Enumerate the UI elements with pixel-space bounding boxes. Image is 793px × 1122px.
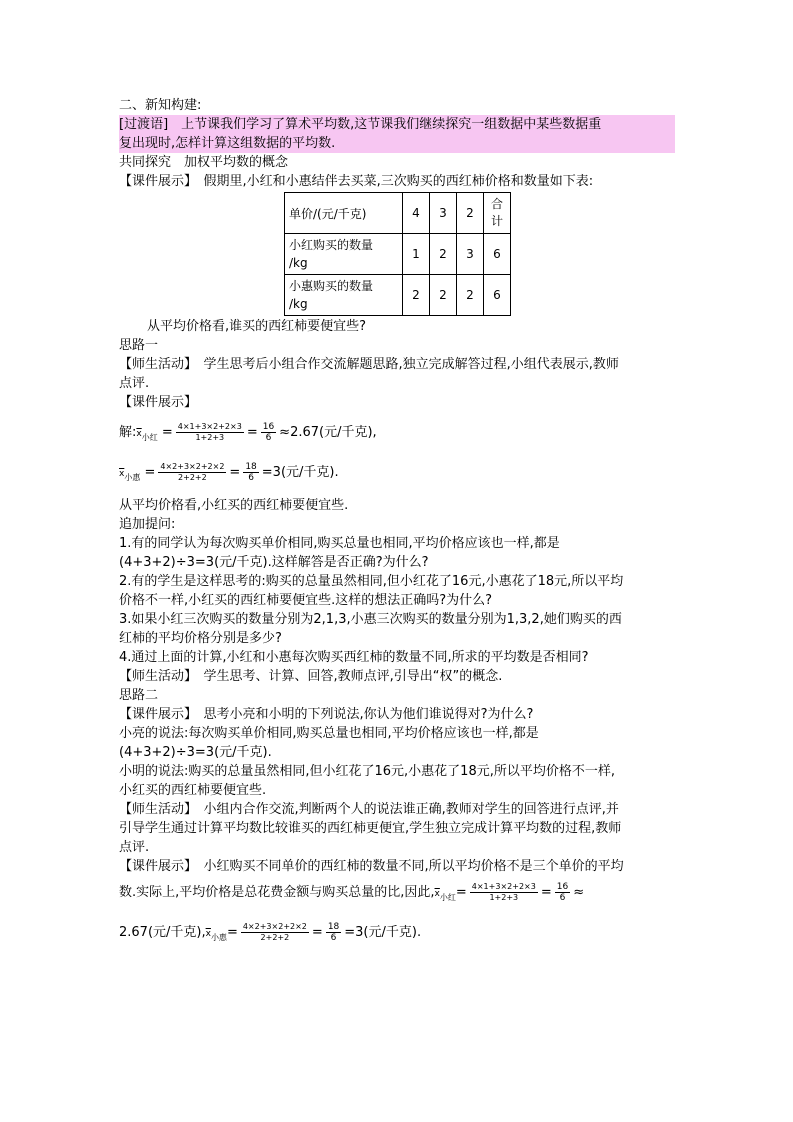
fraction-denominator: 6 [330,933,337,943]
activity-1-line-1: 【师生活动】 学生思考后小组合作交流解题思路,独立完成解答过程,小组代表展示,教师 [119,357,619,372]
table-cell: 2 [403,275,430,316]
activity-3-line-2: 引导学生通过计算平均数比较谁买的西红柿更便宜,学生独立完成计算平均数的过程,教师 [119,821,622,836]
approx-sign: ≈ [573,885,585,900]
table-cell: 4 [403,193,430,234]
result-2: =3(元/千克). [261,465,339,480]
transition-block [119,115,675,153]
fraction-denominator: 6 [248,473,254,483]
q1-line-2: (4+3+2)÷3=3(元/千克).这样解答是否正确?为什么? [119,555,429,570]
table-cell: 3 [430,193,457,234]
table-cell: 合 计 [484,193,511,234]
idea-2-title: 思路二 [119,688,159,703]
table-cell: 2 [457,275,484,316]
table-row [285,275,511,316]
fraction-denominator: 6 [559,893,566,903]
fraction-numerator: 4×2+3×2+2×2 [160,462,225,471]
q3-line-2: 红柿的平均价格分别是多少? [119,631,282,646]
fraction [158,462,226,483]
fraction [470,882,538,903]
courseware-1: 【课件展示】 假期里,小红和小惠结伴去买菜,三次购买的西红柿价格和数量如下表: [119,174,594,189]
ming-line-1: 小明的说法:购买的总量虽然相同,但小红花了16元,小惠花了18元,所以平均价格不一样, [119,764,615,779]
courseware-4-line-3: 2.67(元/千克)$,\overline{x}_{小惠}=$ $\frac{4\times 2+3\times 2+2\times 2}{2+2+2}$ = $\frac{18}{6}$ =3(元/千克). [119,922,422,943]
table-cell: 6 [484,275,511,316]
conclusion: 从平均价格看,小红买的西红柿要便宜些. [119,498,349,513]
table-cell: 小惠购买的数量 /kg [285,275,403,316]
xbar-symbol: $\overline{x}$ [434,889,440,899]
equation-xiaohui: $\overline{x}_{小惠}$ = $\frac{4\times 2+3\times 2+2\times 2}{2+2+2}$ = $\frac{18}{6}$ =3(元/千克). [119,462,339,483]
explore-title: 共同探究 加权平均数的概念 [119,155,289,170]
activity-1-line-2: 点评. [119,376,150,391]
courseware-4-line-2: 数.实际上,平均价格是总花费金额与购买总量的比,因此$,\overline{x}_{小红}=$ $\frac{4\times 1+3\times 2+2\times 3}{1+2+3}$ = $\frac{16}{6}$ ≈ [119,882,585,903]
courseware-4-line-1: 【课件展示】 小红购买不同单价的西红柿的数量不同,所以平均价格不是三个单价的平均 [119,859,624,874]
table-cell: 3 [457,234,484,275]
q3-line-1: 3.如果小红三次购买的数量分别为2,1,3,小惠三次购买的数量分别为1,3,2,她们购买的西 [119,612,622,627]
courseware-3: 【课件展示】 思考小亮和小明的下列说法,你认为他们谁说得对?为什么? [119,707,534,722]
transition-line-2: 复出现时,怎样计算这组数据的平均数. [119,136,336,151]
table-header-row [285,193,511,234]
followup-title: 追加提问: [119,517,176,532]
table-cell: 1 [403,234,430,275]
q4: 4.通过上面的计算,小红和小惠每次购买西红柿的数量不同,所求的平均数是否相同? [119,650,589,665]
liang-line-1: 小亮的说法:每次购买单价相同,购买总量也相同,平均价格应该也一样,都是 [119,726,539,741]
ming-line-2: 小红买的西红柿要便宜些. [119,783,267,798]
subscript-xiaohui: 小惠 [124,473,141,482]
xbar-symbol: $\overline{x}$ [119,469,125,479]
question: 从平均价格看,谁买的西红柿要便宜些? [147,319,367,334]
table-cell: 2 [430,275,457,316]
activity-3-line-1: 【师生活动】 小组内合作交流,判断两个人的说法谁正确,教师对学生的回答进行点评,并 [119,802,619,817]
table-cell: 2 [457,193,484,234]
fraction-numerator: 4×2+3×2+2×2 [242,922,307,931]
fraction [241,922,309,943]
subscript-xiaohui: 小惠 [210,933,227,942]
price-table [284,192,511,316]
table-cell: 2 [430,234,457,275]
equation-xiaohong: 解$:\overline{x}_{小红}$ = $\frac{4\times 1+3\times 2+2\times 3}{1+2+3}$ = $\frac{16}{6}$ ≈2.67(元/千克), [119,422,377,443]
fraction-numerator: 16 [262,422,275,432]
section-title: 二、新知构建: [119,98,202,113]
liang-line-2: (4+3+2)÷3=3(元/千克). [119,745,272,760]
approx-result-1: ≈2.67(元/千克), [279,425,377,440]
courseware-4-end: =3(元/千克). [344,925,422,940]
courseware-2: 【课件展示】 [119,395,198,410]
fraction-denominator: 6 [265,433,272,443]
subscript-xiaohong: 小红 [141,433,158,442]
fraction-numerator: 4×1+3×2+2×3 [471,882,536,891]
courseware-4-start: 2.67(元/千克), [119,925,206,940]
table-cell: 单价/(元/千克) [285,193,403,234]
fraction-denominator: 2+2+2 [260,933,290,942]
table-cell: 小红购买的数量 /kg [285,234,403,275]
fraction-numerator: 18 [245,462,257,472]
fraction-denominator: 1+2+3 [489,893,519,902]
solution-prefix: 解: [119,425,137,440]
q2-line-2: 价格不一样,小红买的西红柿要便宜些.这样的想法正确吗?为什么? [119,593,493,608]
fraction-denominator: 1+2+3 [195,433,225,442]
fraction-denominator: 2+2+2 [178,473,207,482]
fraction-numerator: 18 [327,922,340,932]
xbar-symbol: $\overline{x}$ [205,929,211,939]
fraction [326,922,341,943]
courseware-4-text: 数.实际上,平均价格是总花费金额与购买总量的比,因此, [119,885,435,900]
fraction-numerator: 16 [556,882,569,892]
q2-line-1: 2.有的学生是这样思考的:购买的总量虽然相同,但小红花了16元,小惠花了18元,所以平均 [119,574,624,589]
fraction-numerator: 4×1+3×2+2×3 [177,422,242,431]
fraction [261,422,276,443]
q1-line-1: 1.有的同学认为每次购买单价相同,购买总量也相同,平均价格应该也一样,都是 [119,536,560,551]
transition-line-1: [过渡语] 上节课我们学习了算术平均数,这节课我们继续探究一组数据中某些数据重 [119,117,602,132]
fraction [555,882,570,903]
idea-1-title: 思路一 [119,338,159,353]
subscript-xiaohong: 小红 [439,893,456,902]
fraction [176,422,244,443]
xbar-symbol: $\overline{x}$ [136,429,142,439]
activity-2: 【师生活动】 学生思考、计算、回答,教师点评,引导出“权”的概念. [119,669,503,684]
document-page [119,96,675,950]
table-cell: 6 [484,234,511,275]
activity-3-line-3: 点评. [119,840,150,855]
fraction [243,462,258,483]
table-row [285,234,511,275]
